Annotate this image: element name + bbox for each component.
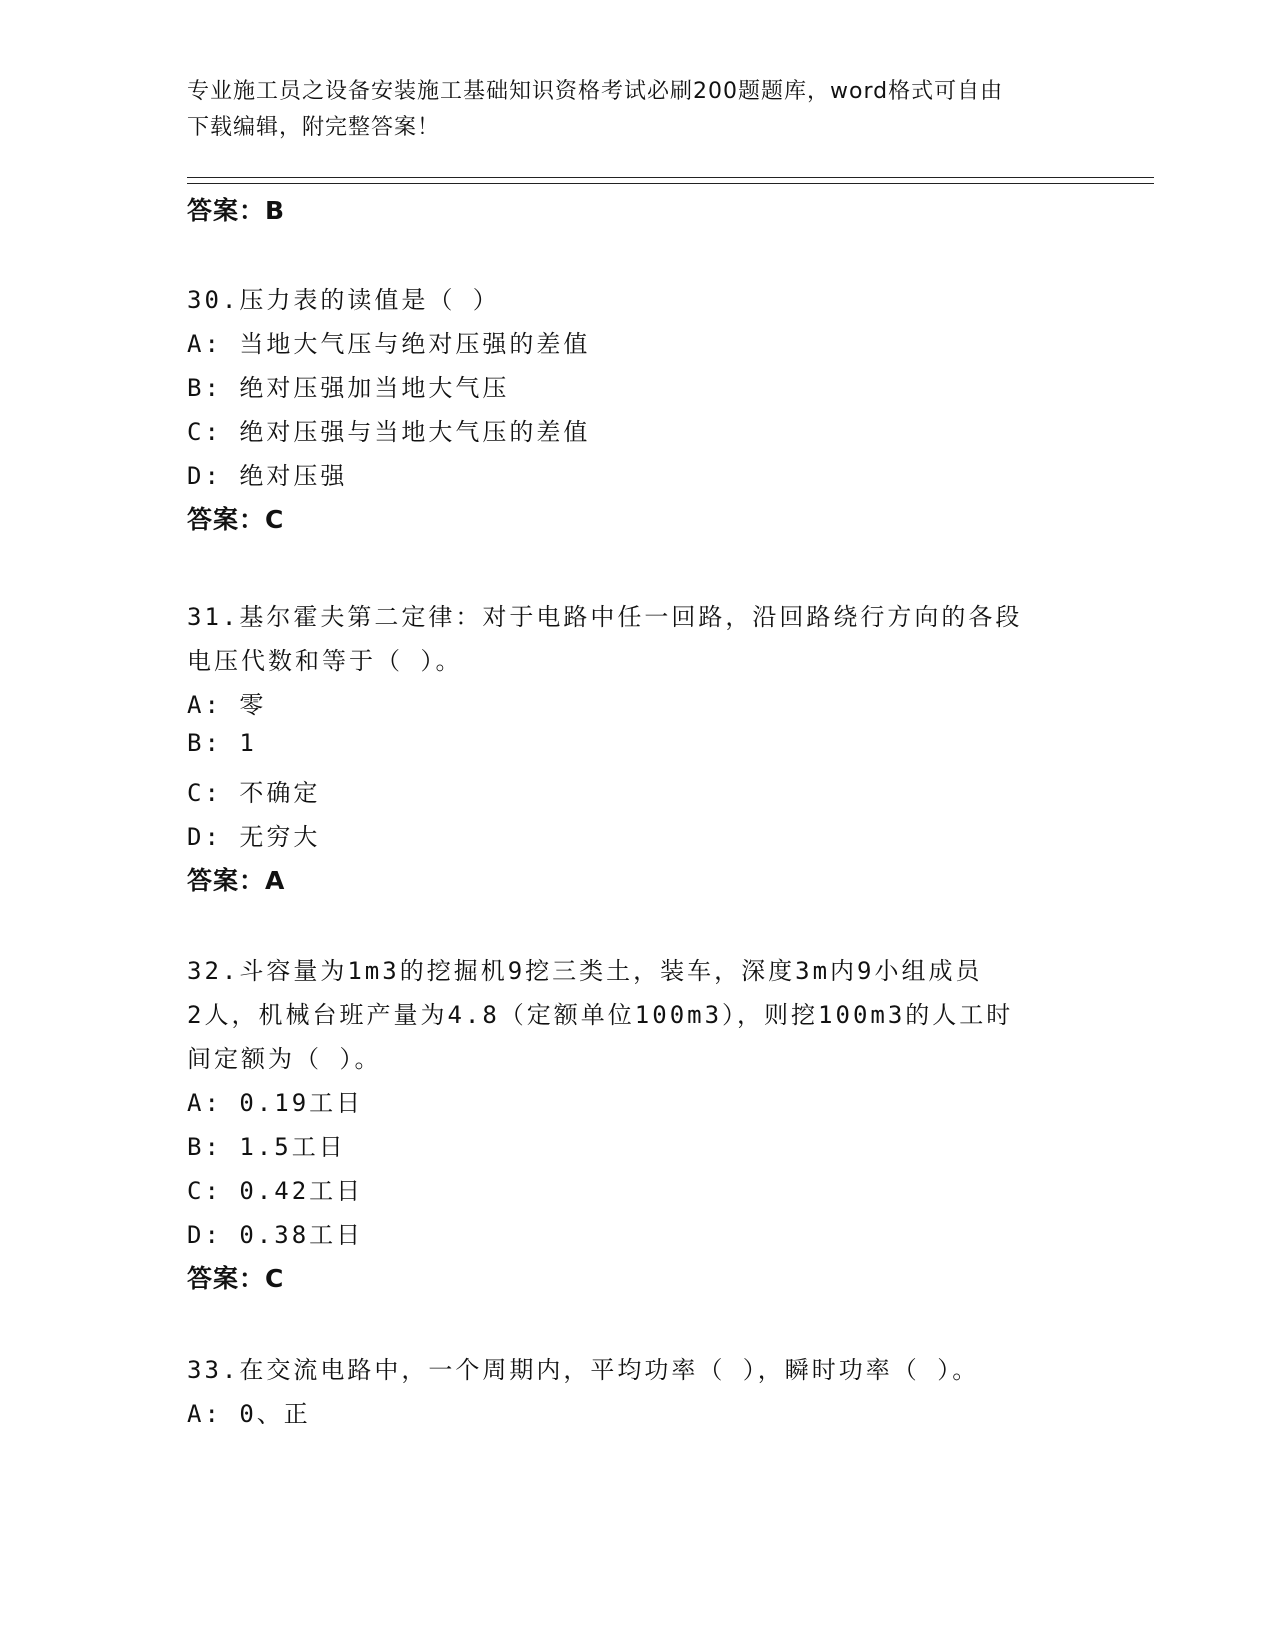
option-d: D: 0.38工日 (187, 1221, 364, 1249)
option-b: B: 1.5工日 (187, 1133, 346, 1161)
option-a: A: 0、正 (187, 1400, 311, 1428)
option-a: A: 0.19工日 (187, 1089, 364, 1117)
question-stem: 32.斗容量为1m3的挖掘机9挖三类土，装车，深度3m内9小组成员 (187, 957, 983, 985)
header-text (187, 74, 1077, 146)
option-c: C: 不确定 (187, 779, 321, 807)
header-line-2: 下载编辑，附完整答案！ (187, 115, 441, 140)
answer: 答案：C (187, 505, 285, 534)
answer: 答案：C (187, 1264, 285, 1293)
header-divider-bottom (187, 183, 1154, 184)
option-b: B: 绝对压强加当地大气压 (187, 374, 510, 402)
question-stem: 30.压力表的读值是（ ） (187, 286, 500, 314)
option-a: A: 零 (187, 691, 267, 719)
option-a: A: 当地大气压与绝对压强的差值 (187, 330, 591, 358)
question-stem: 33.在交流电路中，一个周期内，平均功率（ ），瞬时功率（ ）。 (187, 1356, 980, 1384)
answer-29: 答案：B (187, 196, 286, 225)
option-c: C: 绝对压强与当地大气压的差值 (187, 418, 591, 446)
option-c: C: 0.42工日 (187, 1177, 364, 1205)
question-stem: 2人，机械台班产量为4.8（定额单位100m3），则挖100m3的人工时 (187, 1001, 1014, 1029)
header-divider-top (187, 177, 1154, 178)
question-stem: 间定额为（ ）。 (187, 1045, 382, 1073)
question-stem: 电压代数和等于（ ）。 (187, 647, 463, 675)
header-line-1: 专业施工员之设备安装施工基础知识资格考试必刷200题题库，word格式可自由 (187, 79, 1004, 104)
answer: 答案：A (187, 866, 286, 895)
option-d: D: 无穷大 (187, 823, 321, 851)
option-b: B: 1 (187, 729, 257, 757)
option-d: D: 绝对压强 (187, 462, 348, 490)
question-stem: 31.基尔霍夫第二定律：对于电路中任一回路，沿回路绕行方向的各段 (187, 603, 1023, 631)
